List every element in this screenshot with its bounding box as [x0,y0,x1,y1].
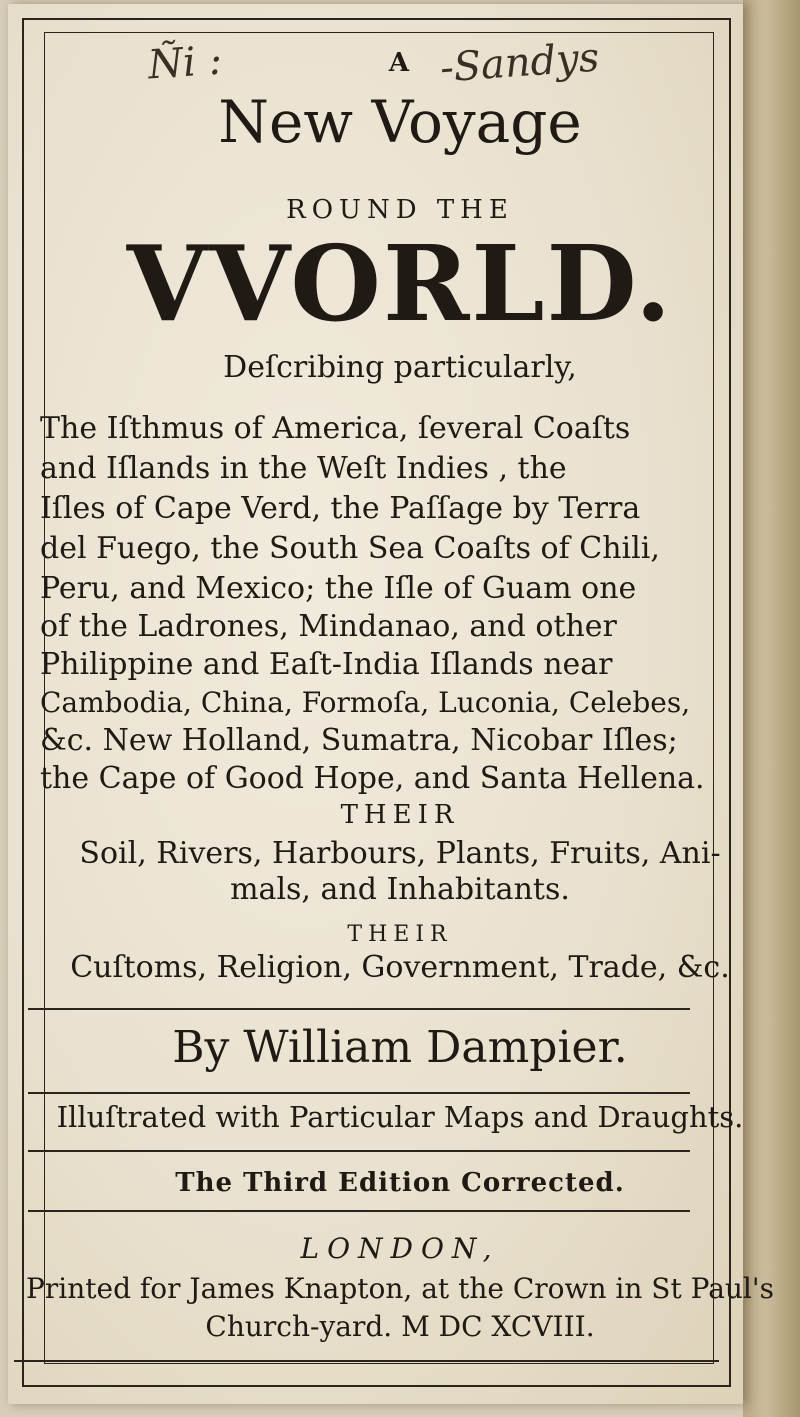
description-line: Philippine and Eaſt-India Iſlands near [40,647,613,682]
description-line: Cambodia, China, Formoſa, Luconia, Celebes, [40,686,691,719]
customs-line: Cuſtoms, Religion, Government, Trade, &c. [70,950,730,985]
imprint-city: LONDON, [300,1232,500,1265]
title-line-2: ROUND THE [286,195,514,225]
divider [28,1008,690,1010]
description-line: of the Ladrones, Mindanao, and other [40,609,617,644]
description-line: del Fuego, the South Sea Coaſts of Chili, [40,531,660,566]
imprint-printer: Printed for James Knapton, at the Crown in St Paul's [26,1272,774,1305]
title-line-3: VVORLD. [126,222,674,345]
title-line-1: New Voyage [218,88,582,156]
bottom-border [14,1360,719,1362]
description-line: the Cape of Good Hope, and Santa Hellena. [40,761,705,796]
description-line: The Iſthmus of America, ſeveral Coaſts [40,411,631,446]
title-article: A [388,48,412,78]
handwritten-inscription-right: -Sandys [438,34,601,92]
description-line: and Iſlands in the Weſt Indies , the [40,451,567,486]
description-line: Peru, and Mexico; the Iſle of Guam one [40,571,637,606]
describing-line: Deſcribing particularly, [223,350,577,385]
description-line: &c. New Holland, Sumatra, Nicobar Iſles; [40,723,678,758]
author-line: By William Dampier. [172,1022,628,1073]
description-line: Iſles of Cape Verd, the Paſſage by Terra [40,491,641,526]
illustrated-line: Illuſtrated with Particular Maps and Draughts. [56,1100,744,1134]
divider [28,1210,690,1212]
their-heading-1: THEIR [340,800,460,830]
divider [28,1092,690,1094]
their-heading-2: THEIR [347,922,453,947]
soil-line-1: Soil, Rivers, Harbours, Plants, Fruits, Ani- [79,836,721,871]
handwritten-inscription-left: Ñi : [146,37,224,89]
edition-line: The Third Edition Corrected. [175,1168,625,1198]
divider [28,1150,690,1152]
soil-line-2: mals, and Inhabitants. [230,872,570,907]
imprint-date: Church-yard. M DC XCVIII. [205,1310,595,1343]
